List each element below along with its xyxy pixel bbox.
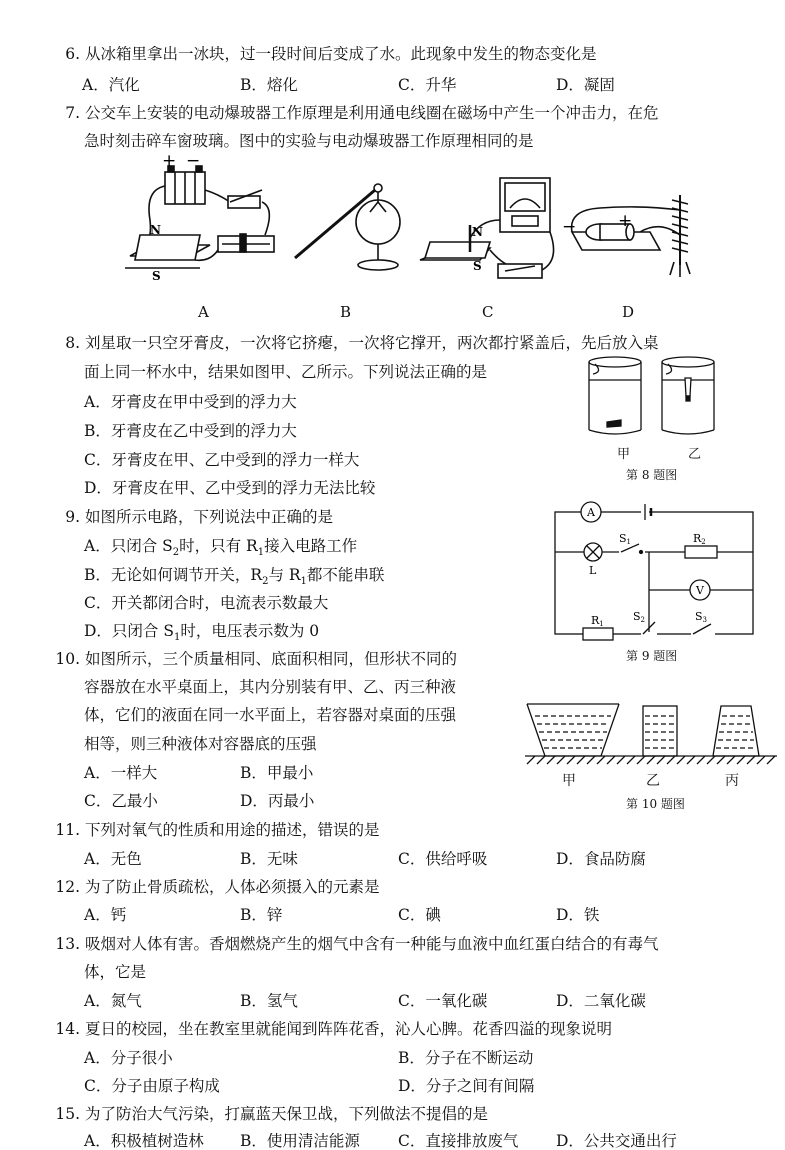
q12-option-c: C．碘 — [398, 906, 441, 924]
q15-option-d: D．公共交通出行 — [556, 1132, 677, 1150]
q7-label-c: C — [482, 303, 494, 321]
q9-r2: R — [693, 532, 702, 545]
q11-option-a: A．无色 — [84, 850, 142, 868]
q6-option-b: B．熔化 — [240, 76, 298, 94]
q7-figure — [0, 150, 785, 320]
q8-figure — [585, 352, 725, 442]
q10-option-c: C．乙最小 — [84, 792, 158, 810]
q10-fig-bing: 丙 — [725, 773, 739, 789]
question-15: 15. 为了防治大气污染，打赢蓝天保卫战，下列做法不提倡的是 — [55, 1105, 488, 1123]
q9-option-d: D．只闭合 $S_1$时，电压表示数为 0 — [84, 622, 320, 644]
q7-plus: + — [162, 151, 177, 171]
q12-option-b: B．锌 — [240, 906, 283, 924]
q6-option-a: A．汽化 — [82, 76, 140, 94]
svg-text:R2: R2 — [693, 532, 706, 546]
question-8: 8. 刘星取一只空牙膏皮，一次将它挤瘪，一次将它撑开，两次都拧紧盖后，先后放入桌 — [65, 334, 659, 352]
q10-fig-jia: 甲 — [562, 773, 576, 789]
q10-caption: 第 10 题图 — [626, 797, 685, 811]
svg-text:R1: R1 — [591, 614, 604, 628]
q9-ammeter: A — [587, 506, 595, 519]
q13-line-2: 体，它是 — [84, 963, 147, 981]
q15-option-b: B．使用清洁能源 — [240, 1132, 360, 1150]
q10-figure — [525, 698, 780, 768]
q9-s3: S — [695, 610, 703, 623]
q13-option-a: A．氮气 — [84, 992, 142, 1010]
q7-d-plus: + — [618, 211, 633, 231]
q8-option-d: D．牙膏皮在甲、乙中受到的浮力无法比较 — [84, 479, 376, 497]
question-13: 13. 吸烟对人体有害。香烟燃烧产生的烟气中含有一种能与血液中血红蛋白结合的有毒气 — [55, 935, 659, 953]
q11-option-c: C．供给呼吸 — [398, 850, 488, 868]
q10-line-2: 容器放在水平桌面上，其内分别装有甲、乙、丙三种液 — [84, 678, 457, 696]
question-11: 11. 下列对氧气的性质和用途的描述，错误的是 — [55, 821, 380, 839]
q10-option-a: A．一样大 — [84, 764, 158, 782]
q7-label-a: A — [198, 303, 209, 321]
q8-option-a: A．牙膏皮在甲中受到的浮力大 — [84, 393, 297, 411]
question-9: 9. 如图所示电路，下列说法中正确的是 — [65, 508, 333, 526]
q10-line-4: 相等，则三种液体对容器底的压强 — [84, 735, 317, 753]
q8-fig-jia: 甲 — [617, 447, 631, 462]
q9-voltmeter: V — [696, 584, 704, 597]
q7-a-s: S — [152, 269, 161, 283]
q13-option-d: D．二氧化碳 — [556, 992, 646, 1010]
q9-option-b: B．无论如何调节开关，$R_2$与 $R_1$都不能串联 — [84, 566, 385, 588]
q13-option-b: B．氢气 — [240, 992, 298, 1010]
q15-option-c: C．直接排放废气 — [398, 1132, 519, 1150]
q9-r1: R — [591, 614, 600, 627]
q7-label-d: D — [622, 303, 635, 321]
q14-option-b: B．分子在不断运动 — [398, 1049, 534, 1067]
q8-option-c: C．牙膏皮在甲、乙中受到的浮力一样大 — [84, 451, 360, 469]
q11-option-b: B．无味 — [240, 850, 298, 868]
question-12: 12. 为了防止骨质疏松，人体必须摄入的元素是 — [55, 878, 380, 896]
q9-lamp: L — [589, 564, 597, 577]
question-6: 6. 从冰箱里拿出一冰块，过一段时间后变成了水。此现象中发生的物态变化是 — [65, 45, 597, 63]
q9-circuit — [555, 500, 755, 640]
question-7: 7. 公交车上安装的电动爆玻器工作原理是利用通电线圈在磁场中产生一个冲击力，在危 — [65, 104, 659, 122]
q12-option-d: D．铁 — [556, 906, 600, 924]
q7-c-n: N — [472, 225, 483, 239]
q9-s2: S — [633, 610, 641, 623]
question-14: 14. 夏日的校园，坐在教室里就能闻到阵阵花香，沁人心脾。花香四溢的现象说明 — [55, 1020, 612, 1038]
q9-caption: 第 9 题图 — [626, 649, 678, 663]
q12-option-a: A．钙 — [84, 906, 127, 924]
q9-option-c: C．开关都闭合时，电流表示数最大 — [84, 594, 329, 612]
q10-line-3: 体，它们的液面在同一水平面上，若容器对桌面的压强 — [84, 706, 457, 724]
q14-option-d: D．分子之间有间隔 — [398, 1077, 535, 1095]
q9-option-a: A．只闭合 $S_2$时，只有 $R_1$接入电路工作 — [84, 537, 358, 559]
q10-option-b: B．甲最小 — [240, 764, 314, 782]
svg-text:S3: S3 — [695, 610, 708, 624]
q11-option-d: D．食品防腐 — [556, 850, 646, 868]
q7-d-minus: − — [562, 217, 577, 237]
q6-option-d: D．凝固 — [556, 76, 615, 94]
q8-fig-yi: 乙 — [688, 447, 702, 462]
q8-line-2: 面上同一杯水中，结果如图甲、乙所示。下列说法正确的是 — [84, 363, 488, 381]
q7-minus: − — [186, 151, 201, 171]
q14-option-a: A．分子很小 — [84, 1049, 173, 1067]
q7-a-n: N — [150, 223, 161, 237]
svg-text:S1: S1 — [619, 532, 632, 546]
q7-label-b: B — [340, 303, 352, 321]
q14-option-c: C．分子由原子构成 — [84, 1077, 220, 1095]
q13-option-c: C．一氧化碳 — [398, 992, 488, 1010]
q6-option-c: C．升华 — [398, 76, 457, 94]
question-10: 10. 如图所示，三个质量相同、底面积相同，但形状不同的 — [55, 650, 457, 668]
q15-option-a: A．积极植树造林 — [84, 1132, 204, 1150]
q10-fig-yi: 乙 — [646, 773, 660, 789]
q10-option-d: D．丙最小 — [240, 792, 315, 810]
q9-s1: S — [619, 532, 627, 545]
svg-text:S2: S2 — [633, 610, 646, 624]
q7-line-2: 急时刻击碎车窗玻璃。图中的实验与电动爆玻器工作原理相同的是 — [84, 132, 534, 150]
q7-c-s: S — [473, 259, 482, 273]
q8-option-b: B．牙膏皮在乙中受到的浮力大 — [84, 422, 297, 440]
q8-caption: 第 8 题图 — [626, 468, 678, 482]
